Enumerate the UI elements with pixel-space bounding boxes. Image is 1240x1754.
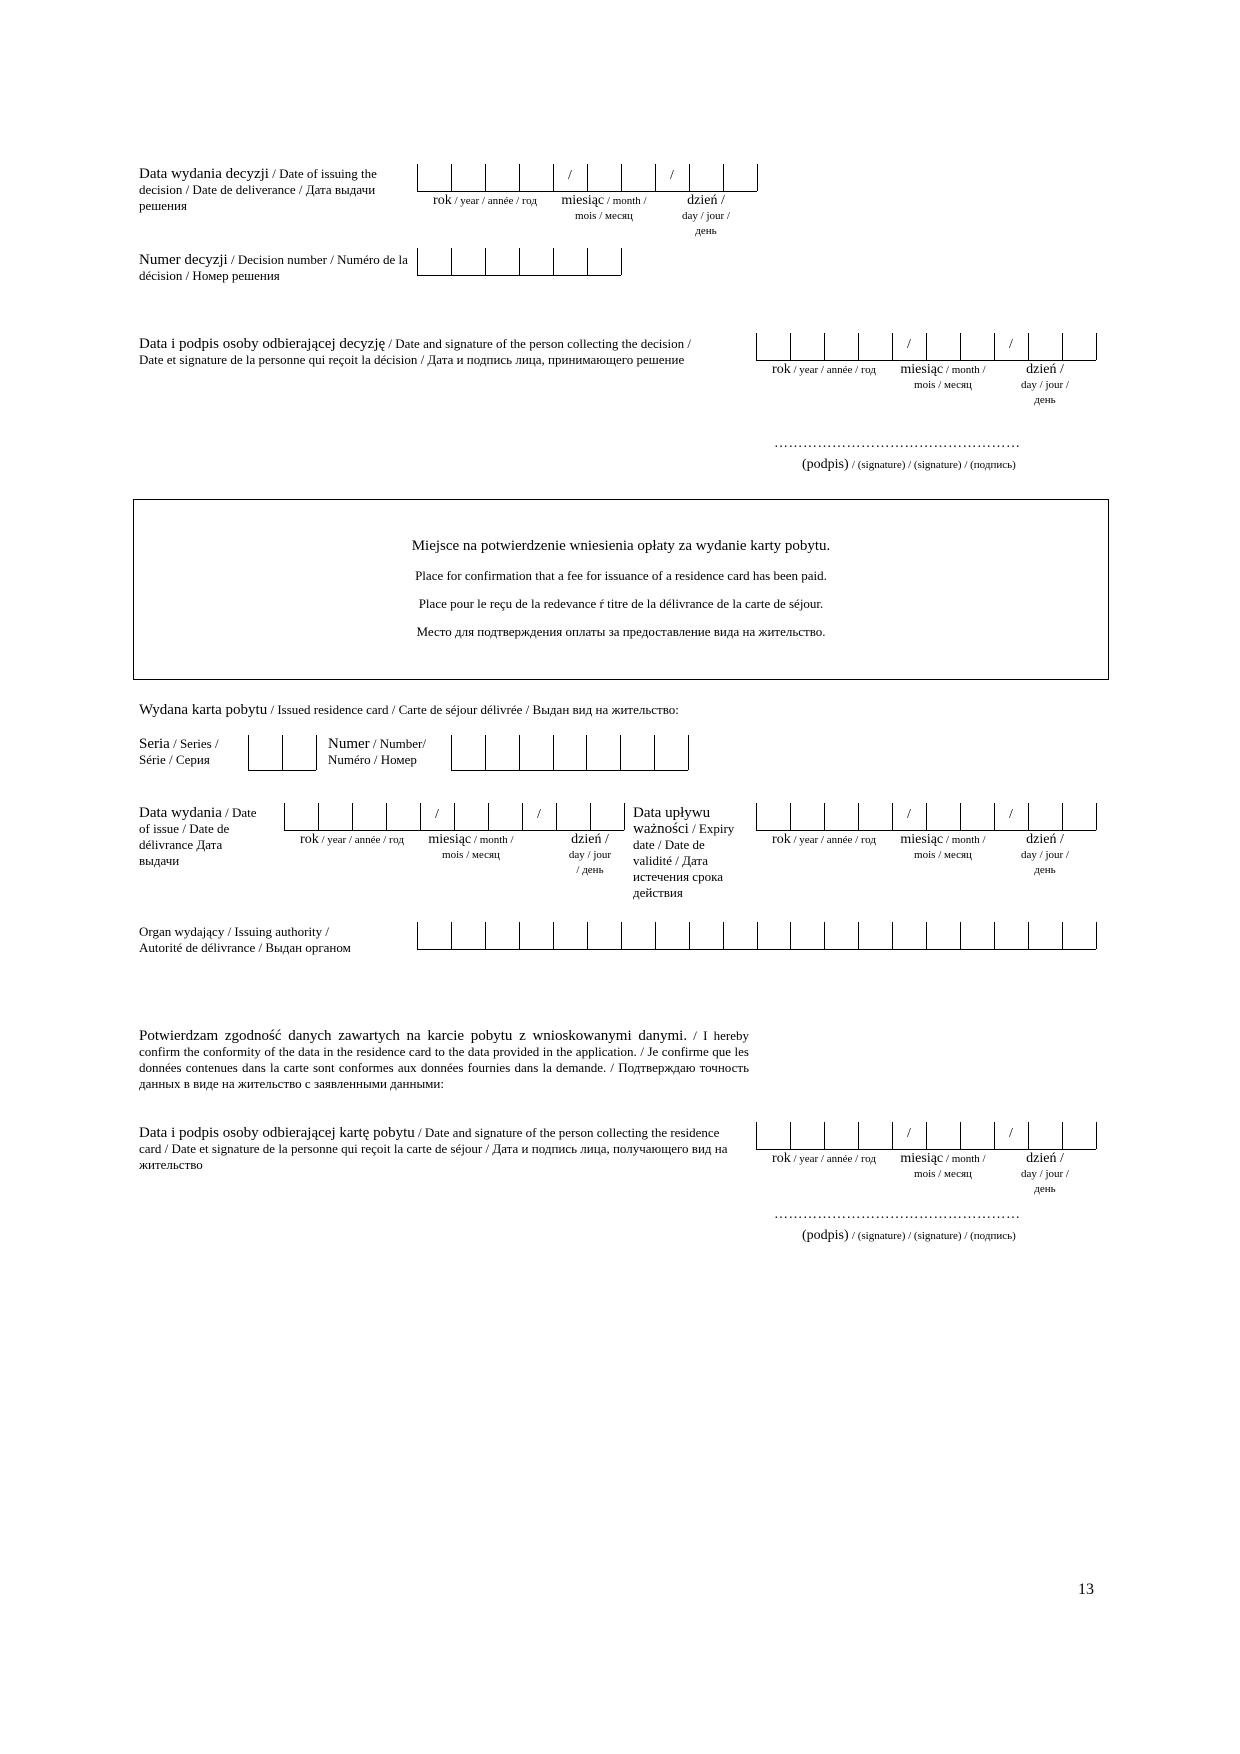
issue-date-label-pl: Data wydania — [139, 805, 222, 821]
issue-date-l4: выдачи — [139, 853, 180, 868]
box-divider — [556, 803, 557, 830]
box-divider — [824, 333, 825, 360]
month-caption: miesiąc / month / mois / месяц — [428, 832, 514, 861]
year-caption: rok / year / année / год — [772, 1151, 876, 1166]
box-divider — [586, 735, 587, 770]
number-label-rest1: / Number/ — [372, 736, 426, 751]
date-separator-slash: / — [670, 168, 674, 183]
box-divider — [858, 803, 859, 830]
box-divider — [756, 333, 757, 360]
box-divider — [756, 1122, 757, 1149]
box-divider — [318, 803, 319, 830]
authority-l1: Organ wydający / Issuing authority / — [139, 924, 330, 939]
box-divider — [621, 248, 622, 275]
authority-label — [139, 924, 419, 956]
box-divider — [451, 735, 452, 770]
decision-number-label — [139, 252, 409, 284]
box-divider — [282, 735, 283, 770]
box-divider — [1028, 1122, 1029, 1149]
decision-number-label-pl: Numer decyzji — [139, 252, 228, 268]
series-label-rest1: / Series / — [173, 736, 219, 751]
box-divider — [553, 735, 554, 770]
box-divider — [1062, 1122, 1063, 1149]
fee-confirmation-box — [133, 499, 1109, 680]
collect-decision-label-pl: Data i podpis osoby odbierającej decyzję — [139, 336, 386, 352]
fee-box-fr: Place pour le reçu de la redevance ŕ titre de la délivrance de la carte de séjour. — [418, 596, 824, 611]
expiry-date-label — [633, 805, 753, 901]
expiry-date-l2: / Expiry — [692, 821, 735, 836]
box-divider — [892, 333, 893, 360]
box-divider — [994, 922, 995, 949]
box-divider — [824, 1122, 825, 1149]
box-divider — [1096, 803, 1097, 830]
box-divider — [655, 922, 656, 949]
month-caption: miesiąc / month / mois / месяц — [900, 362, 986, 391]
box-divider — [926, 1122, 927, 1149]
box-divider — [587, 248, 588, 275]
signature-rest-2: / (signature) / (signature) / (подпись) — [851, 1230, 1016, 1242]
date-separator-slash: / — [1009, 337, 1013, 352]
box-divider — [451, 164, 452, 191]
box-divider — [654, 735, 655, 770]
issued-card-label-rest: / Issued residence card / Carte de séjour délivrée / Выдан вид на жительство: — [270, 702, 679, 717]
box-divider — [790, 1122, 791, 1149]
box-divider — [485, 735, 486, 770]
collect-card-label-pl: Data i podpis osoby odbierającej kartę pobytu — [139, 1125, 415, 1141]
collect-card-label — [139, 1125, 744, 1173]
collect-card-label-rest: / Date and signature of the person collecting the residence card / Date et signature de la personne qui reçoit la carte de séjour / Дата и подпись лица, получающего вид на жительство — [139, 1125, 728, 1172]
confirmation-text — [139, 1028, 749, 1092]
box-divider — [790, 333, 791, 360]
box-divider — [417, 922, 418, 949]
decision-number-label-rest: / Decision number / Numéro de la décision / Номер решения — [139, 252, 408, 283]
box-divider — [858, 333, 859, 360]
box-divider — [655, 164, 656, 191]
box-divider — [522, 803, 523, 830]
box-divider — [485, 164, 486, 191]
issue-date-l3: délivrance Дата — [139, 837, 223, 852]
box-divider — [926, 803, 927, 830]
box-divider — [352, 803, 353, 830]
fee-box-ru: Место для подтверждения оплаты за предоставление вида на жительство. — [416, 624, 826, 639]
box-divider — [316, 735, 317, 770]
box-divider — [519, 164, 520, 191]
authority-l2: Autorité de délivrance / Выдан органом — [139, 940, 351, 955]
box-divider — [1062, 803, 1063, 830]
decision-number-boxes[interactable] — [417, 248, 621, 276]
box-divider — [824, 803, 825, 830]
decision-date-label — [139, 166, 394, 214]
box-divider — [1096, 922, 1097, 949]
date-separator-slash: / — [1009, 1126, 1013, 1141]
page-number: 13 — [1078, 1581, 1094, 1598]
box-divider — [417, 164, 418, 191]
collect-card-date-boxes[interactable] — [756, 1122, 1096, 1150]
day-caption: dzień / day / jour / день — [568, 832, 612, 876]
box-divider — [757, 922, 758, 949]
expiry-date-boxes[interactable] — [756, 803, 1096, 831]
box-divider — [1096, 333, 1097, 360]
box-divider — [621, 922, 622, 949]
box-divider — [420, 803, 421, 830]
box-divider — [587, 922, 588, 949]
issued-card-label-pl: Wydana karta pobytu — [139, 702, 268, 718]
box-divider — [1028, 803, 1029, 830]
confirmation-rest: / I hereby confirm the conformity of the data in the residence card to the data provided in the application. / Je confirme que les données contenues dans la carte sont conformes aux données fournies dans la demande. / Подтверждаю точность данных в виде на жительство с заявленными данными: — [139, 1028, 750, 1091]
month-caption: miesiąc / month / mois / месяц — [900, 1151, 986, 1180]
box-divider — [960, 333, 961, 360]
day-caption: dzień / day / jour / день — [1021, 1151, 1069, 1195]
box-divider — [960, 803, 961, 830]
year-caption: rok / year / année / год — [772, 832, 876, 847]
box-divider — [485, 248, 486, 275]
fee-box-en: Place for confirmation that a fee for issuance of a residence card has been paid. — [415, 568, 827, 583]
box-divider — [723, 922, 724, 949]
box-divider — [689, 922, 690, 949]
box-divider — [757, 164, 758, 191]
box-divider — [1028, 333, 1029, 360]
box-divider — [624, 803, 625, 830]
collect-decision-label — [139, 336, 709, 368]
decision-date-label-pl: Data wydania decyzji — [139, 166, 269, 182]
decision-date-boxes[interactable] — [417, 164, 757, 192]
box-divider — [858, 922, 859, 949]
box-divider — [621, 164, 622, 191]
box-divider — [386, 803, 387, 830]
box-divider — [620, 735, 621, 770]
number-boxes[interactable] — [451, 735, 688, 771]
date-separator-slash: / — [907, 337, 911, 352]
issue-date-boxes[interactable] — [284, 803, 624, 831]
box-divider — [553, 248, 554, 275]
year-caption: rok / year / année / год — [772, 362, 876, 377]
month-caption: miesiąc / month / mois / месяц — [900, 832, 986, 861]
box-divider — [892, 803, 893, 830]
number-label-rest2: Numéro / Номер — [328, 752, 417, 767]
issue-date-l1: / Date — [225, 805, 257, 820]
box-divider — [790, 922, 791, 949]
number-label-pl: Numer — [328, 736, 370, 752]
box-divider — [488, 803, 489, 830]
expiry-date-l4: validité / Дата — [633, 853, 709, 868]
box-divider — [688, 735, 689, 770]
series-boxes[interactable] — [248, 735, 316, 771]
series-label-pl: Seria — [139, 736, 170, 752]
box-divider — [284, 803, 285, 830]
box-divider — [485, 922, 486, 949]
date-separator-slash: / — [435, 807, 439, 822]
box-divider — [553, 922, 554, 949]
box-divider — [1028, 922, 1029, 949]
box-divider — [790, 803, 791, 830]
signature-rest-1: / (signature) / (signature) / (подпись) — [851, 459, 1016, 471]
box-divider — [892, 1122, 893, 1149]
box-divider — [756, 803, 757, 830]
box-divider — [454, 803, 455, 830]
box-divider — [1062, 333, 1063, 360]
signature-pl-2: (podpis) — [802, 1228, 849, 1243]
expiry-date-pl2: ważności — [633, 821, 689, 837]
number-label — [328, 736, 448, 768]
series-label — [139, 736, 239, 768]
box-divider — [451, 922, 452, 949]
date-separator-slash: / — [537, 807, 541, 822]
box-divider — [1062, 922, 1063, 949]
box-divider — [519, 248, 520, 275]
day-caption: dzień / day / jour / день — [1021, 362, 1069, 406]
box-divider — [590, 803, 591, 830]
box-divider — [723, 164, 724, 191]
box-divider — [519, 922, 520, 949]
collect-decision-label-rest: / Date and signature of the person collecting the decision / Date et signature de la personne qui reçoit la décision / Дата и подпись лица, принимающего решение — [139, 336, 691, 367]
fee-box-pl: Miejsce na potwierdzenie wniesienia opłaty za wydanie karty pobytu. — [411, 538, 831, 554]
signature-pl-1: (podpis) — [802, 457, 849, 472]
month-caption: miesiąc / month / mois / месяц — [561, 193, 647, 222]
box-divider — [926, 922, 927, 949]
signature-line-2: …………………………………………… — [774, 1207, 1021, 1222]
box-divider — [248, 735, 249, 770]
date-separator-slash: / — [907, 1126, 911, 1141]
expiry-date-l6: действия — [633, 885, 683, 900]
expiry-date-pl1: Data upływu — [633, 805, 711, 821]
issue-date-l2: of issue / Date de — [139, 821, 230, 836]
day-caption: dzień / day / jour / день — [1021, 832, 1069, 876]
box-divider — [553, 164, 554, 191]
box-divider — [519, 735, 520, 770]
date-separator-slash: / — [907, 807, 911, 822]
signature-caption-2 — [802, 1227, 1016, 1244]
collect-decision-date-boxes[interactable] — [756, 333, 1096, 361]
box-divider — [451, 248, 452, 275]
signature-line-1: …………………………………………… — [774, 436, 1021, 451]
box-divider — [960, 1122, 961, 1149]
box-divider — [824, 922, 825, 949]
box-divider — [587, 164, 588, 191]
expiry-date-l3: date / Date de — [633, 837, 705, 852]
box-divider — [994, 803, 995, 830]
signature-caption-1 — [802, 456, 1016, 473]
confirmation-pl: Potwierdzam zgodność danych zawartych na karcie pobytu z wnioskowanymi danymi. — [139, 1028, 688, 1044]
date-separator-slash: / — [568, 168, 572, 183]
box-divider — [994, 1122, 995, 1149]
box-divider — [417, 248, 418, 275]
issued-card-label — [139, 702, 1039, 718]
series-label-rest2: Série / Серия — [139, 752, 210, 767]
issue-date-label — [139, 805, 279, 869]
year-caption: rok / year / année / год — [300, 832, 404, 847]
day-caption: dzień / day / jour / день — [682, 193, 730, 237]
decision-date-label-rest: / Date of issuing the decision / Date de deliverance / Дата выдачи решения — [139, 166, 377, 213]
box-divider — [1096, 1122, 1097, 1149]
box-divider — [960, 922, 961, 949]
box-divider — [926, 333, 927, 360]
box-divider — [892, 922, 893, 949]
expiry-date-l5: истечения срока — [633, 869, 723, 884]
date-separator-slash: / — [1009, 807, 1013, 822]
box-divider — [994, 333, 995, 360]
authority-boxes[interactable] — [417, 922, 1096, 950]
box-divider — [858, 1122, 859, 1149]
box-divider — [689, 164, 690, 191]
year-caption: rok / year / année / год — [433, 193, 537, 208]
